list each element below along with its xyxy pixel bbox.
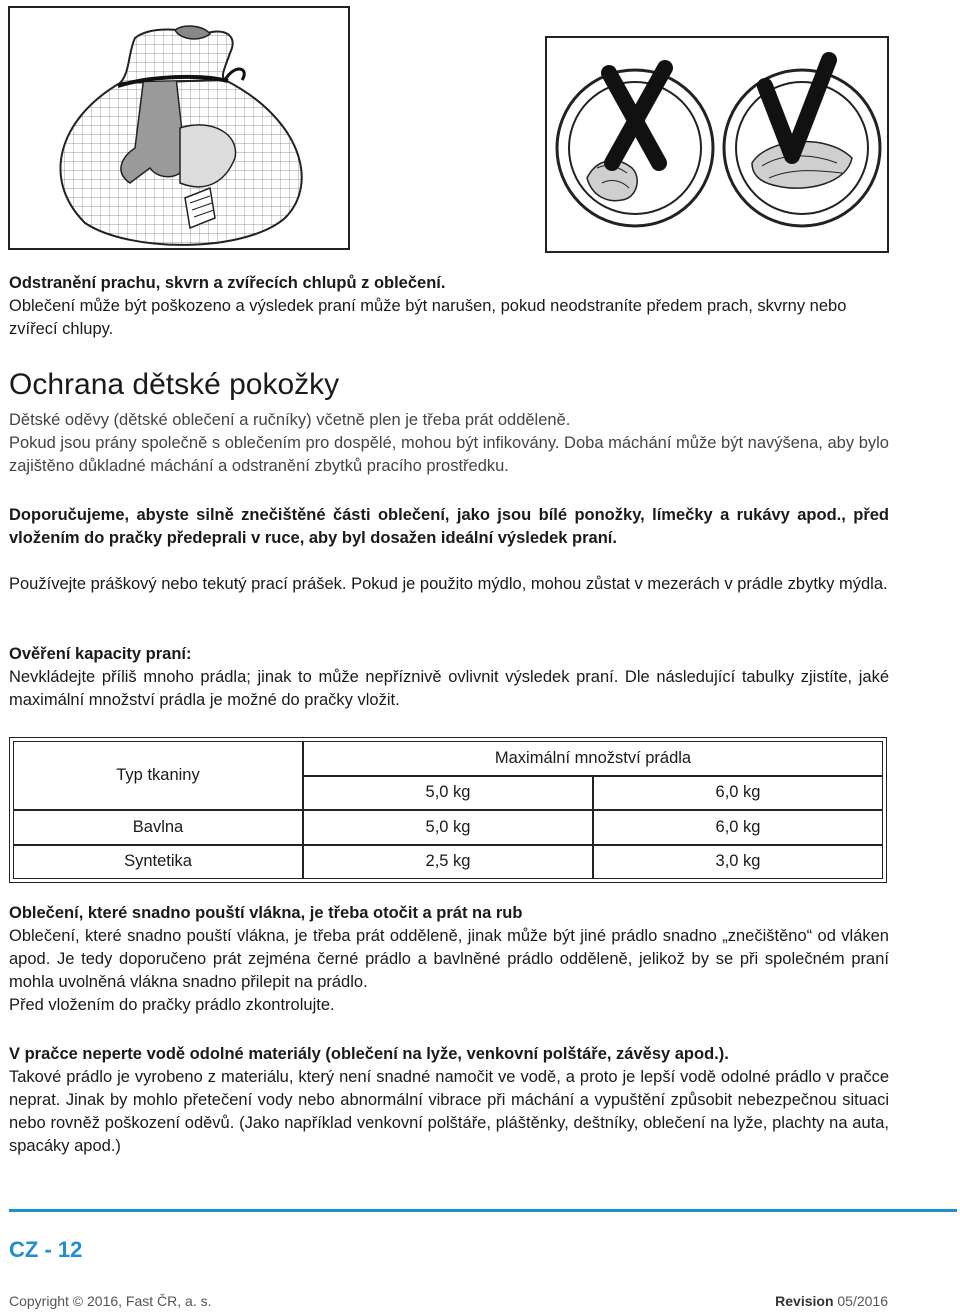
- section-title: Ochrana dětské pokožky: [9, 368, 340, 401]
- waterproof-heading: V pračce neperte vodě odolné materiály (oblečení na lyže, venkovní polštáře, závěsy apod.).: [9, 1045, 729, 1063]
- waterproof-text: Takové prádlo je vyrobeno z materiálu, který není snadné namočit ve vodě, a proto je lepší vodě odolné prádlo v pračce neprat. Jinak by mohlo přetečení vody nebo abnormální vibrace při máchání a vypuštění způsobit nebezpečnou situaci nebo rovněž poškození oděvů. (Jako například venkovní polštáře, pláštěnky, deštníky, oblečení na lyže, plachty na auta, spacáky apod.): [9, 1068, 889, 1155]
- fibers-check: Před vložením do pračky prádlo zkontrolujte.: [9, 996, 335, 1014]
- table-row: [13, 810, 883, 845]
- laundry-bag-illustration: [8, 6, 350, 250]
- baby-clothes-text: Dětské oděvy (dětské oblečení a ručníky) včetně plen je třeba prát odděleně.: [9, 411, 571, 429]
- revision-value: 05/2016: [837, 1293, 888, 1309]
- col-header-type: Typ tkaniny: [13, 741, 303, 810]
- recommend-text: Doporučujeme, abyste silně znečištěné části oblečení, jako jsou bílé ponožky, límečky a rukávy apod., před vložením do pračky předeprali v ruce, aby byl dosažen ideální výsledek praní.: [9, 506, 889, 547]
- dust-heading: Odstranění prachu, skvrn a zvířecích chlupů z oblečení.: [9, 274, 446, 292]
- revision-label: Revision: [775, 1293, 834, 1309]
- bowls-drawing: [547, 38, 887, 251]
- col-subheader-a: 5,0 kg: [303, 776, 593, 811]
- fibers-heading: Oblečení, které snadno pouští vlákna, je třeba otočit a prát na rub: [9, 904, 523, 922]
- capacity-table: [9, 737, 887, 883]
- revision: [775, 1292, 888, 1310]
- page-number: CZ - 12: [9, 1237, 83, 1262]
- bowl-comparison-illustration: [545, 36, 889, 253]
- cell-b: 6,0 kg: [593, 810, 883, 845]
- cell-a: 2,5 kg: [303, 845, 593, 880]
- copyright: Copyright © 2016, Fast ČR, a. s.: [9, 1293, 212, 1309]
- capacity-text: Nevkládejte příliš mnoho prádla; jinak to může nepříznivě ovlivnit výsledek praní. Dle následující tabulky zjistíte, jaké maximální množství prádla je možné do pračky vložit.: [9, 668, 889, 709]
- col-subheader-b: 6,0 kg: [593, 776, 883, 811]
- laundry-bag-drawing: [10, 8, 348, 248]
- cell-b: 3,0 kg: [593, 845, 883, 880]
- dust-text: Oblečení může být poškozeno a výsledek praní může být narušen, pokud neodstraníte předem prach, skvrny nebo zvířecí chlupy.: [9, 297, 847, 338]
- col-header-max: Maximální množství prádla: [303, 741, 883, 776]
- cell-type: Syntetika: [13, 845, 303, 880]
- baby-clothes-text-2: Pokud jsou prány společně s oblečením pro dospělé, mohou být infikovány. Doba máchání může být navýšena, aby bylo zajištěno důkladné máchání a odstranění zbytků pracího prostředku.: [9, 434, 889, 475]
- cell-type: Bavlna: [13, 810, 303, 845]
- capacity-heading: Ověření kapacity praní:: [9, 645, 192, 663]
- fibers-text: Oblečení, které snadno pouští vlákna, je třeba prát odděleně, jinak může být jiné prádlo snadno „znečištěno“ od vláken apod. Je tedy doporučeno prát zejména černé prádlo a bavlněné prádlo odděleně, jelikož by se při společném praní mohla uvolněná vlákna snadno přilepit na prádlo.: [9, 927, 889, 991]
- footer-rule: [9, 1209, 957, 1212]
- cell-a: 5,0 kg: [303, 810, 593, 845]
- table-row: [13, 845, 883, 880]
- detergent-text: Používejte práškový nebo tekutý prací prášek. Pokud je použito mýdlo, mohou zůstat v mezerách v prádle zbytky mýdla.: [9, 575, 888, 593]
